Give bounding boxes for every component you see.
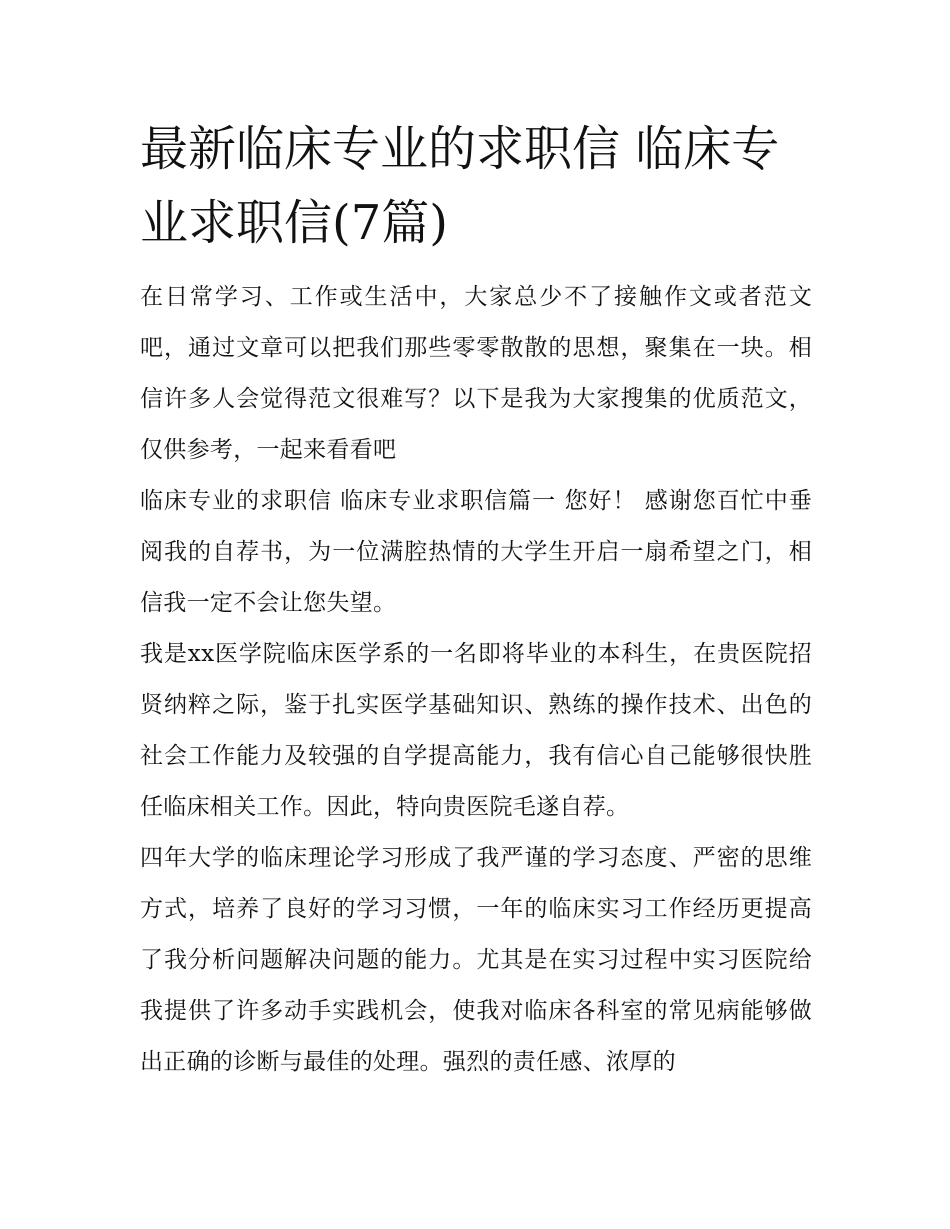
paragraph-study-experience: 四年大学的临床理论学习形成了我严谨的学习态度、严密的思维方式，培养了良好的学习习惯，一年的临床实习工作经历更提高了我分析问题解决问题的能力。尤其是在实习过程中实习医院给我提供了许多动手实践机会，使我对临床各科室的常见病能够做出正确的诊断与最佳的处理。强烈的责任感、浓厚的 (140, 845, 812, 1075)
paragraph-intro: 在日常学习、工作或生活中，大家总少不了接触作文或者范文吧，通过文章可以把我们那些零零散散的思想，聚集在一块。相信许多人会觉得范文很难写？以下是我为大家搜集的优质范文，仅供参考，一起来看看吧 (140, 284, 812, 463)
document-body (140, 112, 812, 1088)
document-title: 最新临床专业的求职信 临床专业求职信(7篇) (140, 121, 780, 251)
paragraph-greeting: 临床专业的求职信 临床专业求职信篇一 您好！ 感谢您百忙中垂阅我的自荐书，为一位满腔热情的大学生开启一扇希望之门，相信我一定不会让您失望。 (140, 488, 812, 616)
paragraph-self-introduction: 我是xx医学院临床医学系的一名即将毕业的本科生，在贵医院招贤纳粹之际，鉴于扎实医学基础知识、熟练的操作技术、出色的社会工作能力及较强的自学提高能力，我有信心自己能够很快胜任临床相关工作。因此，特向贵医院毛遂自荐。 (140, 641, 812, 820)
